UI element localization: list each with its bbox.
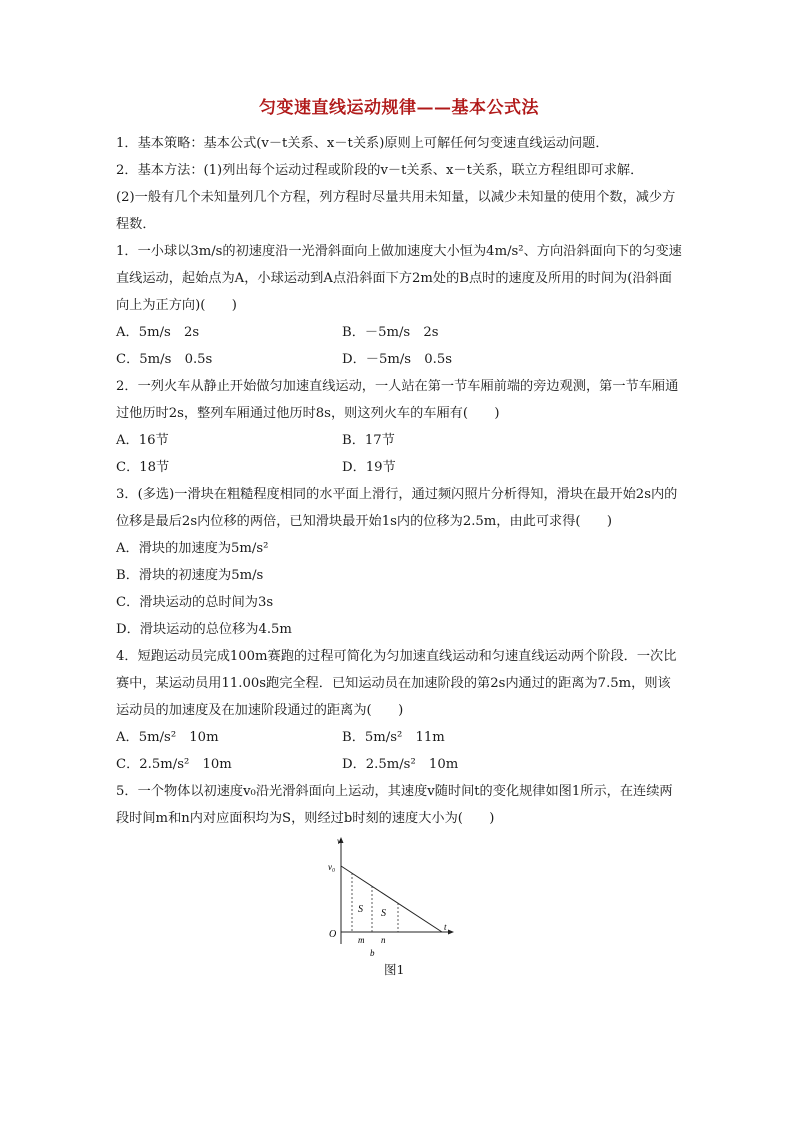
option-a: A．16节 — [116, 433, 169, 448]
question-3-stem: 3．(多选)一滑块在粗糙程度相同的水平面上滑行，通过频闪照片分析得知，滑块在最开始2s内的位移是最后2s内位移的两倍，已知滑块最开始1s内的位移为2.5m，由此可求得( ) — [116, 487, 678, 529]
option-a: A．5m/s 2s — [116, 325, 200, 340]
question-5-stem: 5．一个物体以初速度v₀沿光滑斜面向上运动，其速度v随时间t的变化规律如图1所示，在连续两段时间m和n内对应面积均为S，则经过b时刻的速度大小为( ) — [116, 784, 673, 826]
option-d: D．－5m/s 0.5s — [342, 352, 452, 367]
option-c: C．滑块运动的总时间为3s — [116, 595, 274, 610]
question-2-options-row-2 — [116, 454, 682, 481]
area-s-1: S — [358, 904, 363, 915]
option-c: C．5m/s 0.5s — [116, 352, 213, 367]
t-axis-label: t — [444, 922, 447, 932]
option-d: D．滑块运动的总位移为4.5m — [116, 622, 292, 637]
question-1-options-row-1 — [116, 319, 682, 346]
figure-1 — [116, 832, 682, 992]
option-d: D．19节 — [342, 460, 396, 475]
question-1-stem: 1．一小球以3m/s的初速度沿一光滑斜面向上做加速度大小恒为4m/s²、方向沿斜面向下的匀变速直线运动，起始点为A，小球运动到A点沿斜面下方2m处的B点时的速度及所用的时间为(沿斜面向上为正方向)( ) — [116, 244, 682, 313]
option-b: B．17节 — [342, 433, 395, 448]
v-axis-label: v — [337, 836, 341, 846]
question-2-stem: 2．一列火车从静止开始做匀加速直线运动，一人站在第一节车厢前端的旁边观测，第一节车厢通过他历时2s，整列车厢通过他历时8s，则这列火车的车厢有( ) — [116, 379, 679, 421]
velocity-line — [341, 866, 442, 932]
option-a: A．滑块的加速度为5m/s² — [116, 541, 269, 556]
intro-strategy: 1．基本策略：基本公式(v－t关系、x－t关系)原则上可解任何匀变速直线运动问题． — [116, 136, 609, 151]
intro-method-2: (2)一般有几个未知量列几个方程，列方程时尽量共用未知量，以减少未知量的使用个数，减少方程数． — [116, 190, 676, 232]
n-label: n — [381, 935, 386, 945]
option-c: C．18节 — [116, 460, 170, 475]
m-label: m — [358, 935, 365, 945]
option-b: B．5m/s² 11m — [342, 730, 445, 745]
question-4-options-row-1 — [116, 724, 682, 751]
question-2-options-row-1 — [116, 427, 682, 454]
t-axis-arrow-icon — [448, 930, 454, 935]
origin-label: O — [329, 929, 337, 940]
figure-caption: 图1 — [384, 962, 405, 977]
option-b: B．－5m/s 2s — [342, 325, 439, 340]
option-a: A．5m/s² 10m — [116, 730, 219, 745]
intro-method: 2．基本方法：(1)列出每个运动过程或阶段的v－t关系、x－t关系，联立方程组即可求解． — [116, 163, 644, 178]
option-c: C．2.5m/s² 10m — [116, 757, 232, 772]
area-s-2: S — [381, 908, 386, 919]
option-d: D．2.5m/s² 10m — [342, 757, 459, 772]
b-label: b — [370, 948, 375, 958]
question-1-options-row-2 — [116, 346, 682, 373]
option-b: B．滑块的初速度为5m/s — [116, 568, 264, 583]
question-4-options-row-2 — [116, 751, 682, 778]
v0-label: v₀ — [328, 862, 336, 872]
worksheet-page — [116, 96, 682, 992]
question-4-stem: 4．短跑运动员完成100m赛跑的过程可简化为匀加速直线运动和匀速直线运动两个阶段．一次比赛中，某运动员用11.00s跑完全程．已知运动员在加速阶段的第2s内通过的距离为7.5m，则该运动员的加速度及在加速阶段通过的距离为( ) — [116, 649, 677, 718]
page-title: 匀变速直线运动规律——基本公式法 — [259, 98, 539, 118]
vt-graph — [326, 836, 466, 961]
